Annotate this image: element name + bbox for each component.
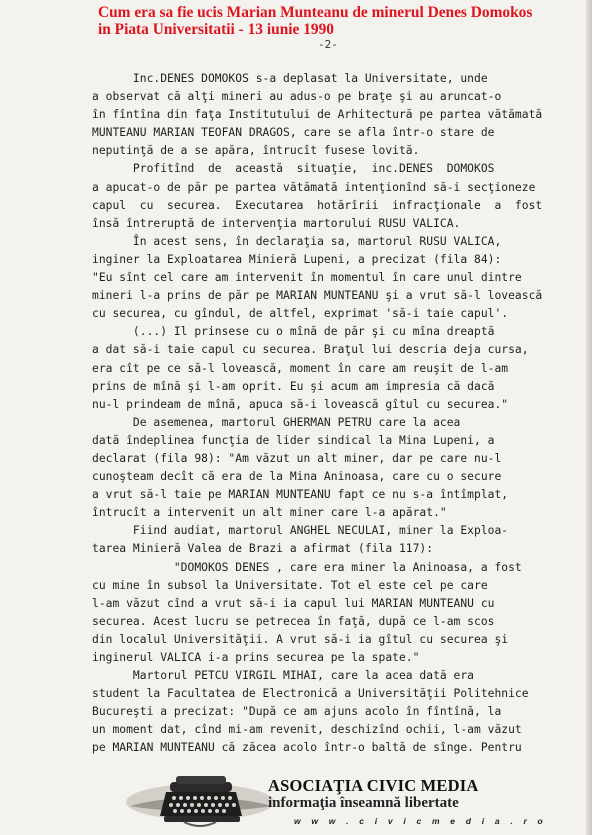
page-edge <box>586 0 592 835</box>
text-line: nu-l prindeam de mînă, apuca să-i lovească gîtul cu securea." <box>92 397 509 411</box>
page-number: -2- <box>318 38 338 51</box>
text-line: a observat că alţi mineri au adus-o pe braţe şi au aruncat-o <box>92 90 502 104</box>
text-line: cu mine în subsol la Universitate. Tot el este cel pe care <box>92 578 488 592</box>
text-line: Bucureşti a precizat: "După ce am ajuns acolo în fîntînă, la <box>92 705 502 719</box>
text-line: tarea Minieră Valea de Brazi a afirmat (fila 117): <box>92 542 434 556</box>
text-line: MUNTEANU MARIAN TEOFAN DRAGOS, care se afla într-o stare de <box>92 126 495 140</box>
text-line: întrucît a intervenit un alt miner care l-a apărat." <box>92 506 447 520</box>
paragraph <box>92 160 582 232</box>
text-line: însă întreruptă de intervenţia martorului RUSU VALICA. <box>92 216 461 230</box>
text-line: În acest sens, în declaraţia sa, martorul RUSU VALICA, <box>92 234 502 248</box>
text-line: inginerul VALICA i-a prins securea pe la spate." <box>92 651 420 664</box>
headline-line-1: Cum era sa fie ucis Marian Munteanu de minerul Denes Domokos <box>98 4 533 21</box>
text-line: cu securea, cu gîndul, de altfel, exprimat 'să-i taie capul'. <box>92 307 509 321</box>
text-line: Inc.DENES DOMOKOS s-a deplasat la Universitate, unde <box>92 72 488 85</box>
text-line: l-am văzut cînd a vrut să-i ia capul lui MARIAN MUNTEANU cu <box>92 596 495 610</box>
text-line: a vrut să-l taie pe MARIAN MUNTEANU fapt ce nu s-a întîmplat, <box>92 488 509 502</box>
paragraph <box>92 414 582 523</box>
paragraph <box>92 233 582 323</box>
text-line: De asemenea, martorul GHERMAN PETRU care la acea <box>92 415 461 429</box>
text-line: neputinţă de a se apăra, întrucît fusese lovită. <box>92 144 420 158</box>
text-line: "Eu sînt cel care am intervenit în momentul în care unul dintre <box>92 271 522 285</box>
text-line: a apucat-o de păr pe partea vătămată intenţionînd să-i secţioneze <box>92 180 536 194</box>
text-line: dată îndeplinea funcţia de lider sindical la Mina Lupeni, a <box>92 433 495 447</box>
text-line: era cît pe ce să-l lovească, moment în care am reuşit de l-am <box>92 361 509 375</box>
text-line: capul cu securea. Executarea hotărîrii infracţionale a fost <box>92 198 543 212</box>
paragraph <box>92 323 582 413</box>
headline-line-2: in Piata Universitatii - 13 iunie 1990 <box>98 21 334 38</box>
text-line: prins de mînă şi l-am oprit. Eu şi acum am impresia că dacă <box>92 379 495 393</box>
paragraph <box>92 522 582 558</box>
text-line: Profitînd de această situaţie, inc.DENES DOMOKOS <box>92 162 495 176</box>
paragraph <box>92 667 582 757</box>
paragraph <box>92 559 582 668</box>
org-name: ASOCIAŢIA CIVIC MEDIA <box>268 776 479 795</box>
text-line: declarat (fila 98): "Am văzut un alt miner, dar pe care nu-l <box>92 451 502 465</box>
paragraph <box>92 70 582 160</box>
text-line: securea. Acest lucru se petrecea în faţă, după ce l-am scos <box>92 614 495 628</box>
text-line: Martorul PETCU VIRGIL MIHAI, care la acea dată era <box>92 669 474 683</box>
text-line: un moment dat, cînd mi-am revenit, deschizînd ochii, l-am văzut <box>92 723 522 737</box>
text-line: student la Facultatea de Electronică a Universităţii Politehnice <box>92 687 529 701</box>
text-line: mineri l-a prins de păr pe MARIAN MUNTEANU şi a vrut să-l lovească <box>92 289 543 303</box>
text-line: cunoşteam decît că era de la Mina Aninoasa, care cu o secure <box>92 470 502 484</box>
document-body <box>92 70 582 758</box>
text-line: a dat să-i taie capul cu securea. Braţul lui descria deja cursa, <box>92 343 529 357</box>
text-line: (...) Il prinsese cu o mînă de păr şi cu mîna dreaptă <box>92 325 495 339</box>
org-url: w w w . c i v i c m e d i a . r o <box>294 816 547 826</box>
text-line: "DOMOKOS DENES , care era miner la Aninoasa, a fost <box>92 560 522 574</box>
text-line: în fîntîna din faţa Institutului de Arhitectură pe partea vătămată <box>92 108 543 122</box>
text-line: Fiind audiat, martorul ANGHEL NECULAI, miner la Exploa- <box>92 524 509 538</box>
org-slogan: informaţia înseamnă libertate <box>268 795 459 811</box>
text-line: pe MARIAN MUNTEANU că zăcea acolo într-o baltă de sînge. Pentru <box>92 741 522 755</box>
footer-logo <box>108 758 578 835</box>
text-line: din localul Universităţii. A vrut să-i ia gîtul cu securea şi <box>92 632 509 646</box>
typewriter-icon <box>124 766 276 832</box>
text-line: inginer la Exploatarea Minieră Lupeni, a precizat (fila 84): <box>92 252 502 266</box>
headline <box>98 4 568 38</box>
